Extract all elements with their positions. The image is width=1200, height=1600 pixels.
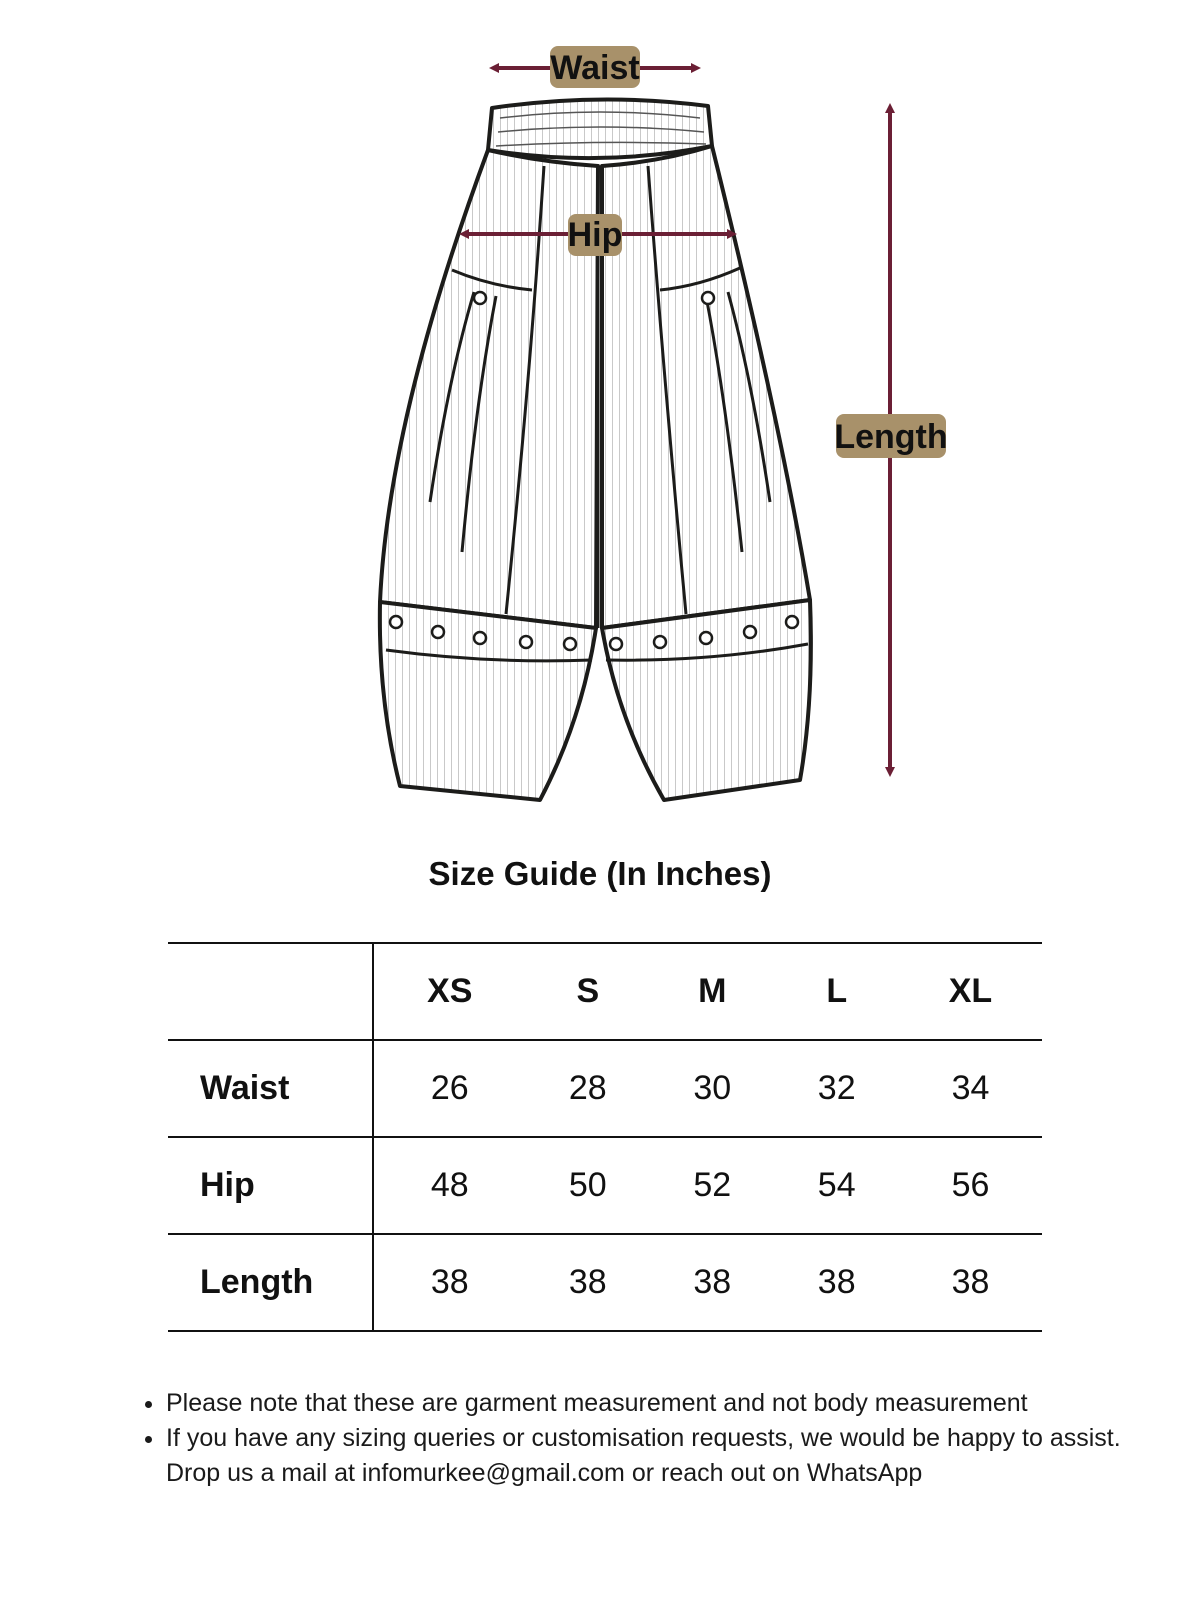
note-sizing-queries: • If you have any sizing queries or customisation requests, we would be happy to assist. Drop us a mail at infomurkee@gmail.com or reach out on WhatsApp (166, 1421, 1126, 1491)
table-cell: 32 (774, 1040, 898, 1137)
size-header-m: M (650, 943, 774, 1040)
row-label-length: Length (168, 1234, 373, 1331)
table-cell: 48 (373, 1137, 526, 1234)
size-table (168, 942, 1042, 1332)
size-header-xs: XS (373, 943, 526, 1040)
table-row-hip (168, 1137, 1042, 1234)
size-header-l: L (774, 943, 898, 1040)
measurement-notes (140, 1386, 1126, 1491)
table-cell: 54 (774, 1137, 898, 1234)
waist-label: Waist (550, 49, 640, 87)
table-row-length (168, 1234, 1042, 1331)
table-cell: 50 (526, 1137, 650, 1234)
row-label-waist: Waist (168, 1040, 373, 1137)
table-cell: 34 (899, 1040, 1042, 1137)
row-label-hip: Hip (168, 1137, 373, 1234)
length-label: Length (834, 418, 948, 456)
size-guide-title: Size Guide (In Inches) (428, 855, 772, 892)
table-cell: 38 (774, 1234, 898, 1331)
table-cell: 26 (373, 1040, 526, 1137)
size-header-xl: XL (899, 943, 1042, 1040)
table-cell: 56 (899, 1137, 1042, 1234)
table-cell: 38 (526, 1234, 650, 1331)
note-garment-measurement: • Please note that these are garment measurement and not body measurement (166, 1386, 1126, 1421)
table-cell: 30 (650, 1040, 774, 1137)
table-cell: 52 (650, 1137, 774, 1234)
size-header-s: S (526, 943, 650, 1040)
size-header-row (168, 943, 1042, 1040)
header-corner-cell (168, 943, 373, 1040)
waist-measure (494, 46, 696, 88)
table-cell: 38 (650, 1234, 774, 1331)
trousers-sketch-icon (380, 99, 811, 800)
table-cell: 28 (526, 1040, 650, 1137)
table-row-waist (168, 1040, 1042, 1137)
table-cell: 38 (899, 1234, 1042, 1331)
hip-label: Hip (567, 216, 623, 254)
table-cell: 38 (373, 1234, 526, 1331)
length-measure (834, 108, 947, 772)
